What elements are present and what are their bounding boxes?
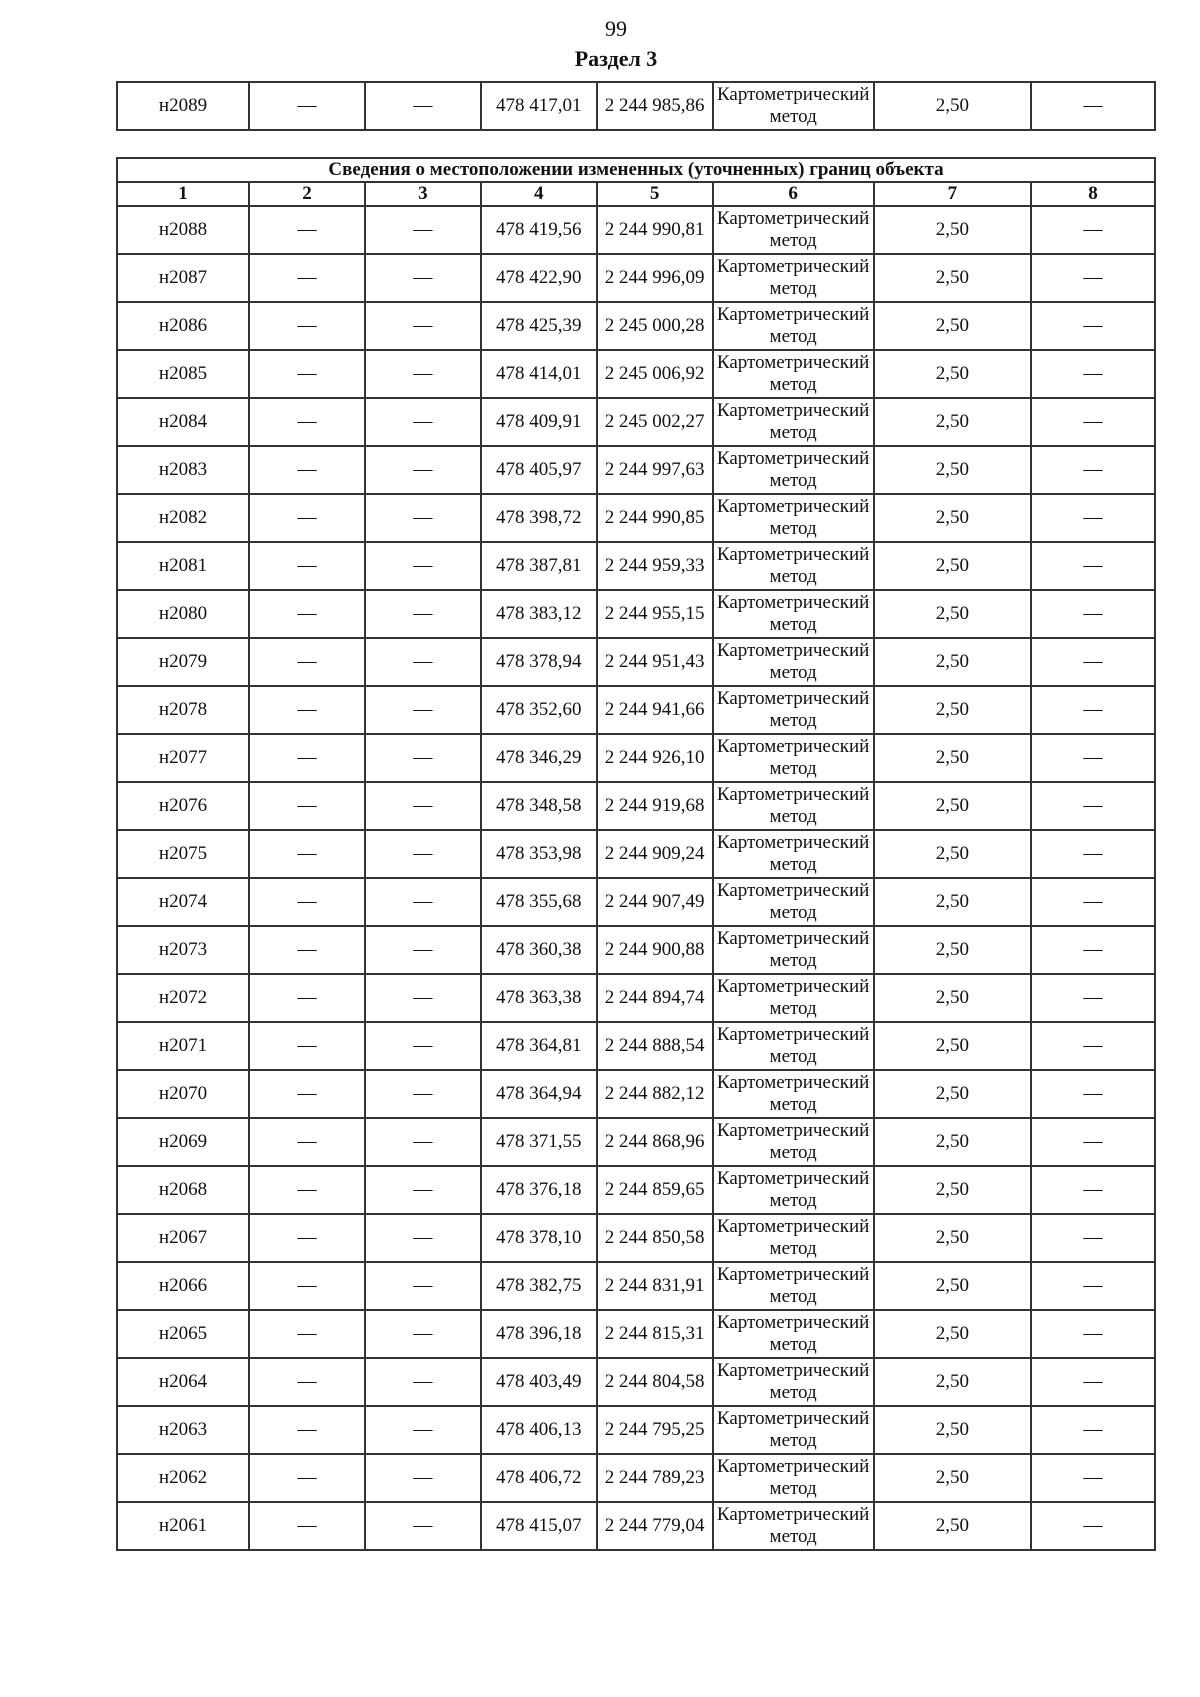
point-cell: н2076	[117, 782, 249, 830]
continuation-table	[116, 81, 1156, 131]
point-cell: н2082	[117, 494, 249, 542]
y-coordinate-cell: 2 244 996,09	[597, 254, 713, 302]
col8-cell: —	[1031, 1166, 1155, 1214]
y-coordinate-cell: 2 244 900,88	[597, 926, 713, 974]
col3-cell: —	[365, 206, 481, 254]
point-cell: н2065	[117, 1310, 249, 1358]
column-header: 6	[713, 182, 874, 206]
y-coordinate-cell: 2 244 990,81	[597, 206, 713, 254]
point-cell: н2063	[117, 1406, 249, 1454]
col8-cell: —	[1031, 1262, 1155, 1310]
point-cell: н2088	[117, 206, 249, 254]
col8-cell: —	[1031, 82, 1155, 130]
x-coordinate-cell: 478 425,39	[481, 302, 597, 350]
y-coordinate-cell: 2 245 000,28	[597, 302, 713, 350]
col2-cell: —	[249, 1022, 365, 1070]
column-header: 3	[365, 182, 481, 206]
accuracy-cell: 2,50	[874, 926, 1031, 974]
accuracy-cell: 2,50	[874, 1310, 1031, 1358]
col2-cell: —	[249, 686, 365, 734]
x-coordinate-cell: 478 364,81	[481, 1022, 597, 1070]
column-header: 1	[117, 182, 249, 206]
col2-cell: —	[249, 446, 365, 494]
y-coordinate-cell: 2 244 789,23	[597, 1454, 713, 1502]
method-cell: Картометрический метод	[713, 206, 874, 254]
method-cell: Картометрический метод	[713, 878, 874, 926]
col3-cell: —	[365, 398, 481, 446]
col3-cell: —	[365, 782, 481, 830]
table-row	[117, 446, 1155, 494]
method-cell: Картометрический метод	[713, 734, 874, 782]
col2-cell: —	[249, 1070, 365, 1118]
x-coordinate-cell: 478 378,10	[481, 1214, 597, 1262]
method-cell: Картометрический метод	[713, 974, 874, 1022]
col3-cell: —	[365, 926, 481, 974]
col8-cell: —	[1031, 1118, 1155, 1166]
col2-cell: —	[249, 494, 365, 542]
table-row	[117, 878, 1155, 926]
col8-cell: —	[1031, 206, 1155, 254]
section-title: Раздел 3	[574, 46, 658, 71]
y-coordinate-cell: 2 244 959,33	[597, 542, 713, 590]
x-coordinate-cell: 478 348,58	[481, 782, 597, 830]
method-cell: Картометрический метод	[713, 1310, 874, 1358]
method-cell: Картометрический метод	[713, 446, 874, 494]
col2-cell: —	[249, 542, 365, 590]
accuracy-cell: 2,50	[874, 974, 1031, 1022]
method-cell: Картометрический метод	[713, 1406, 874, 1454]
point-cell: н2068	[117, 1166, 249, 1214]
table-header-row	[117, 182, 1155, 206]
accuracy-cell: 2,50	[874, 1166, 1031, 1214]
col2-cell: —	[249, 82, 365, 130]
col3-cell: —	[365, 254, 481, 302]
col3-cell: —	[365, 446, 481, 494]
method-cell: Картометрический метод	[713, 254, 874, 302]
point-cell: н2078	[117, 686, 249, 734]
col3-cell: —	[365, 1166, 481, 1214]
col8-cell: —	[1031, 590, 1155, 638]
table-caption: Сведения о местоположении измененных (уточненных) границ объекта	[117, 158, 1155, 182]
x-coordinate-cell: 478 406,13	[481, 1406, 597, 1454]
col8-cell: —	[1031, 1070, 1155, 1118]
table-row	[117, 686, 1155, 734]
col3-cell: —	[365, 542, 481, 590]
col3-cell: —	[365, 734, 481, 782]
col2-cell: —	[249, 398, 365, 446]
point-cell: н2087	[117, 254, 249, 302]
x-coordinate-cell: 478 415,07	[481, 1502, 597, 1550]
accuracy-cell: 2,50	[874, 590, 1031, 638]
y-coordinate-cell: 2 244 831,91	[597, 1262, 713, 1310]
y-coordinate-cell: 2 244 868,96	[597, 1118, 713, 1166]
x-coordinate-cell: 478 383,12	[481, 590, 597, 638]
col8-cell: —	[1031, 302, 1155, 350]
accuracy-cell: 2,50	[874, 302, 1031, 350]
col3-cell: —	[365, 350, 481, 398]
point-cell: н2089	[117, 82, 249, 130]
col8-cell: —	[1031, 1454, 1155, 1502]
table-row	[117, 398, 1155, 446]
method-cell: Картометрический метод	[713, 350, 874, 398]
table-row	[117, 1262, 1155, 1310]
x-coordinate-cell: 478 387,81	[481, 542, 597, 590]
table-row	[117, 350, 1155, 398]
x-coordinate-cell: 478 346,29	[481, 734, 597, 782]
y-coordinate-cell: 2 244 909,24	[597, 830, 713, 878]
col8-cell: —	[1031, 446, 1155, 494]
x-coordinate-cell: 478 419,56	[481, 206, 597, 254]
table-row	[117, 1358, 1155, 1406]
method-cell: Картометрический метод	[713, 638, 874, 686]
method-cell: Картометрический метод	[713, 590, 874, 638]
accuracy-cell: 2,50	[874, 830, 1031, 878]
accuracy-cell: 2,50	[874, 254, 1031, 302]
col3-cell: —	[365, 830, 481, 878]
point-cell: н2061	[117, 1502, 249, 1550]
accuracy-cell: 2,50	[874, 206, 1031, 254]
col2-cell: —	[249, 1262, 365, 1310]
x-coordinate-cell: 478 355,68	[481, 878, 597, 926]
accuracy-cell: 2,50	[874, 1358, 1031, 1406]
method-cell: Картометрический метод	[713, 1070, 874, 1118]
column-header: 2	[249, 182, 365, 206]
method-cell: Картометрический метод	[713, 1118, 874, 1166]
col3-cell: —	[365, 686, 481, 734]
table-row	[117, 1310, 1155, 1358]
y-coordinate-cell: 2 244 990,85	[597, 494, 713, 542]
accuracy-cell: 2,50	[874, 782, 1031, 830]
accuracy-cell: 2,50	[874, 494, 1031, 542]
col3-cell: —	[365, 302, 481, 350]
col8-cell: —	[1031, 686, 1155, 734]
accuracy-cell: 2,50	[874, 1022, 1031, 1070]
point-cell: н2079	[117, 638, 249, 686]
y-coordinate-cell: 2 244 955,15	[597, 590, 713, 638]
boundary-table	[116, 157, 1156, 1551]
accuracy-cell: 2,50	[874, 1406, 1031, 1454]
col2-cell: —	[249, 638, 365, 686]
table-row	[117, 254, 1155, 302]
x-coordinate-cell: 478 414,01	[481, 350, 597, 398]
point-cell: н2073	[117, 926, 249, 974]
point-cell: н2071	[117, 1022, 249, 1070]
point-cell: н2074	[117, 878, 249, 926]
col2-cell: —	[249, 1358, 365, 1406]
y-coordinate-cell: 2 244 779,04	[597, 1502, 713, 1550]
point-cell: н2066	[117, 1262, 249, 1310]
table-row	[117, 1022, 1155, 1070]
column-header: 8	[1031, 182, 1155, 206]
y-coordinate-cell: 2 244 907,49	[597, 878, 713, 926]
method-cell: Картометрический метод	[713, 542, 874, 590]
col3-cell: —	[365, 1262, 481, 1310]
col2-cell: —	[249, 254, 365, 302]
col2-cell: —	[249, 302, 365, 350]
x-coordinate-cell: 478 371,55	[481, 1118, 597, 1166]
y-coordinate-cell: 2 244 941,66	[597, 686, 713, 734]
col2-cell: —	[249, 1118, 365, 1166]
accuracy-cell: 2,50	[874, 734, 1031, 782]
table-row	[117, 542, 1155, 590]
col3-cell: —	[365, 1406, 481, 1454]
accuracy-cell: 2,50	[874, 638, 1031, 686]
y-coordinate-cell: 2 244 804,58	[597, 1358, 713, 1406]
col3-cell: —	[365, 590, 481, 638]
table-row	[117, 302, 1155, 350]
point-cell: н2067	[117, 1214, 249, 1262]
method-cell: Картометрический метод	[713, 1502, 874, 1550]
method-cell: Картометрический метод	[713, 926, 874, 974]
col2-cell: —	[249, 1166, 365, 1214]
x-coordinate-cell: 478 409,91	[481, 398, 597, 446]
col2-cell: —	[249, 1454, 365, 1502]
col3-cell: —	[365, 1454, 481, 1502]
x-coordinate-cell: 478 364,94	[481, 1070, 597, 1118]
table-row	[117, 1214, 1155, 1262]
y-coordinate-cell: 2 244 795,25	[597, 1406, 713, 1454]
col3-cell: —	[365, 878, 481, 926]
x-coordinate-cell: 478 352,60	[481, 686, 597, 734]
accuracy-cell: 2,50	[874, 1070, 1031, 1118]
y-coordinate-cell: 2 244 815,31	[597, 1310, 713, 1358]
accuracy-cell: 2,50	[874, 1502, 1031, 1550]
table-row	[117, 1070, 1155, 1118]
col8-cell: —	[1031, 398, 1155, 446]
y-coordinate-cell: 2 244 926,10	[597, 734, 713, 782]
x-coordinate-cell: 478 382,75	[481, 1262, 597, 1310]
method-cell: Картометрический метод	[713, 302, 874, 350]
col2-cell: —	[249, 782, 365, 830]
table-row	[117, 1454, 1155, 1502]
col3-cell: —	[365, 1022, 481, 1070]
x-coordinate-cell: 478 378,94	[481, 638, 597, 686]
table-row	[117, 494, 1155, 542]
col2-cell: —	[249, 926, 365, 974]
table-row	[117, 638, 1155, 686]
col8-cell: —	[1031, 1022, 1155, 1070]
table-row	[117, 782, 1155, 830]
y-coordinate-cell: 2 244 882,12	[597, 1070, 713, 1118]
x-coordinate-cell: 478 396,18	[481, 1310, 597, 1358]
point-cell: н2075	[117, 830, 249, 878]
point-cell: н2077	[117, 734, 249, 782]
col3-cell: —	[365, 1214, 481, 1262]
table-row	[117, 590, 1155, 638]
col3-cell: —	[365, 1358, 481, 1406]
method-cell: Картометрический метод	[713, 82, 874, 130]
col8-cell: —	[1031, 1310, 1155, 1358]
x-coordinate-cell: 478 405,97	[481, 446, 597, 494]
point-cell: н2086	[117, 302, 249, 350]
col3-cell: —	[365, 1502, 481, 1550]
accuracy-cell: 2,50	[874, 1262, 1031, 1310]
accuracy-cell: 2,50	[874, 542, 1031, 590]
accuracy-cell: 2,50	[874, 398, 1031, 446]
method-cell: Картометрический метод	[713, 686, 874, 734]
col2-cell: —	[249, 590, 365, 638]
y-coordinate-cell: 2 244 894,74	[597, 974, 713, 1022]
accuracy-cell: 2,50	[874, 1454, 1031, 1502]
col8-cell: —	[1031, 254, 1155, 302]
x-coordinate-cell: 478 353,98	[481, 830, 597, 878]
method-cell: Картометрический метод	[713, 1166, 874, 1214]
column-header: 4	[481, 182, 597, 206]
point-cell: н2070	[117, 1070, 249, 1118]
col2-cell: —	[249, 350, 365, 398]
y-coordinate-cell: 2 244 850,58	[597, 1214, 713, 1262]
table-row	[117, 734, 1155, 782]
col8-cell: —	[1031, 494, 1155, 542]
y-coordinate-cell: 2 244 919,68	[597, 782, 713, 830]
y-coordinate-cell: 2 245 002,27	[597, 398, 713, 446]
point-cell: н2062	[117, 1454, 249, 1502]
method-cell: Картометрический метод	[713, 1022, 874, 1070]
col8-cell: —	[1031, 830, 1155, 878]
method-cell: Картометрический метод	[713, 1454, 874, 1502]
col3-cell: —	[365, 1070, 481, 1118]
point-cell: н2085	[117, 350, 249, 398]
x-coordinate-cell: 478 398,72	[481, 494, 597, 542]
accuracy-cell: 2,50	[874, 82, 1031, 130]
col3-cell: —	[365, 1310, 481, 1358]
x-coordinate-cell: 478 417,01	[481, 82, 597, 130]
col8-cell: —	[1031, 1358, 1155, 1406]
x-coordinate-cell: 478 363,38	[481, 974, 597, 1022]
method-cell: Картометрический метод	[713, 494, 874, 542]
col3-cell: —	[365, 974, 481, 1022]
accuracy-cell: 2,50	[874, 1118, 1031, 1166]
table-row	[117, 1406, 1155, 1454]
col2-cell: —	[249, 1310, 365, 1358]
y-coordinate-cell: 2 244 985,86	[597, 82, 713, 130]
col2-cell: —	[249, 1214, 365, 1262]
x-coordinate-cell: 478 376,18	[481, 1166, 597, 1214]
col8-cell: —	[1031, 542, 1155, 590]
col3-cell: —	[365, 82, 481, 130]
x-coordinate-cell: 478 406,72	[481, 1454, 597, 1502]
col8-cell: —	[1031, 350, 1155, 398]
method-cell: Картометрический метод	[713, 782, 874, 830]
point-cell: н2080	[117, 590, 249, 638]
method-cell: Картометрический метод	[713, 1214, 874, 1262]
col2-cell: —	[249, 1406, 365, 1454]
point-cell: н2064	[117, 1358, 249, 1406]
y-coordinate-cell: 2 244 951,43	[597, 638, 713, 686]
table-row	[117, 926, 1155, 974]
table-row	[117, 1502, 1155, 1550]
table-row	[117, 82, 1155, 130]
y-coordinate-cell: 2 244 888,54	[597, 1022, 713, 1070]
accuracy-cell: 2,50	[874, 1214, 1031, 1262]
col8-cell: —	[1031, 1406, 1155, 1454]
y-coordinate-cell: 2 244 997,63	[597, 446, 713, 494]
x-coordinate-cell: 478 403,49	[481, 1358, 597, 1406]
col8-cell: —	[1031, 926, 1155, 974]
col8-cell: —	[1031, 974, 1155, 1022]
point-cell: н2083	[117, 446, 249, 494]
x-coordinate-cell: 478 422,90	[481, 254, 597, 302]
accuracy-cell: 2,50	[874, 350, 1031, 398]
accuracy-cell: 2,50	[874, 686, 1031, 734]
point-cell: н2084	[117, 398, 249, 446]
col8-cell: —	[1031, 1214, 1155, 1262]
col2-cell: —	[249, 830, 365, 878]
col2-cell: —	[249, 878, 365, 926]
method-cell: Картометрический метод	[713, 830, 874, 878]
point-cell: н2069	[117, 1118, 249, 1166]
col2-cell: —	[249, 206, 365, 254]
table-caption-row	[117, 158, 1155, 182]
column-header: 7	[874, 182, 1031, 206]
col8-cell: —	[1031, 638, 1155, 686]
accuracy-cell: 2,50	[874, 878, 1031, 926]
col2-cell: —	[249, 974, 365, 1022]
point-cell: н2081	[117, 542, 249, 590]
col8-cell: —	[1031, 782, 1155, 830]
column-header: 5	[597, 182, 713, 206]
page-number: 99	[605, 16, 627, 41]
accuracy-cell: 2,50	[874, 446, 1031, 494]
method-cell: Картометрический метод	[713, 1262, 874, 1310]
table-row	[117, 206, 1155, 254]
method-cell: Картометрический метод	[713, 1358, 874, 1406]
table-row	[117, 974, 1155, 1022]
col8-cell: —	[1031, 878, 1155, 926]
col2-cell: —	[249, 734, 365, 782]
table-row	[117, 830, 1155, 878]
col3-cell: —	[365, 1118, 481, 1166]
x-coordinate-cell: 478 360,38	[481, 926, 597, 974]
table-row	[117, 1166, 1155, 1214]
col8-cell: —	[1031, 734, 1155, 782]
method-cell: Картометрический метод	[713, 398, 874, 446]
y-coordinate-cell: 2 245 006,92	[597, 350, 713, 398]
col8-cell: —	[1031, 1502, 1155, 1550]
table-row	[117, 1118, 1155, 1166]
col2-cell: —	[249, 1502, 365, 1550]
point-cell: н2072	[117, 974, 249, 1022]
col3-cell: —	[365, 494, 481, 542]
col3-cell: —	[365, 638, 481, 686]
y-coordinate-cell: 2 244 859,65	[597, 1166, 713, 1214]
